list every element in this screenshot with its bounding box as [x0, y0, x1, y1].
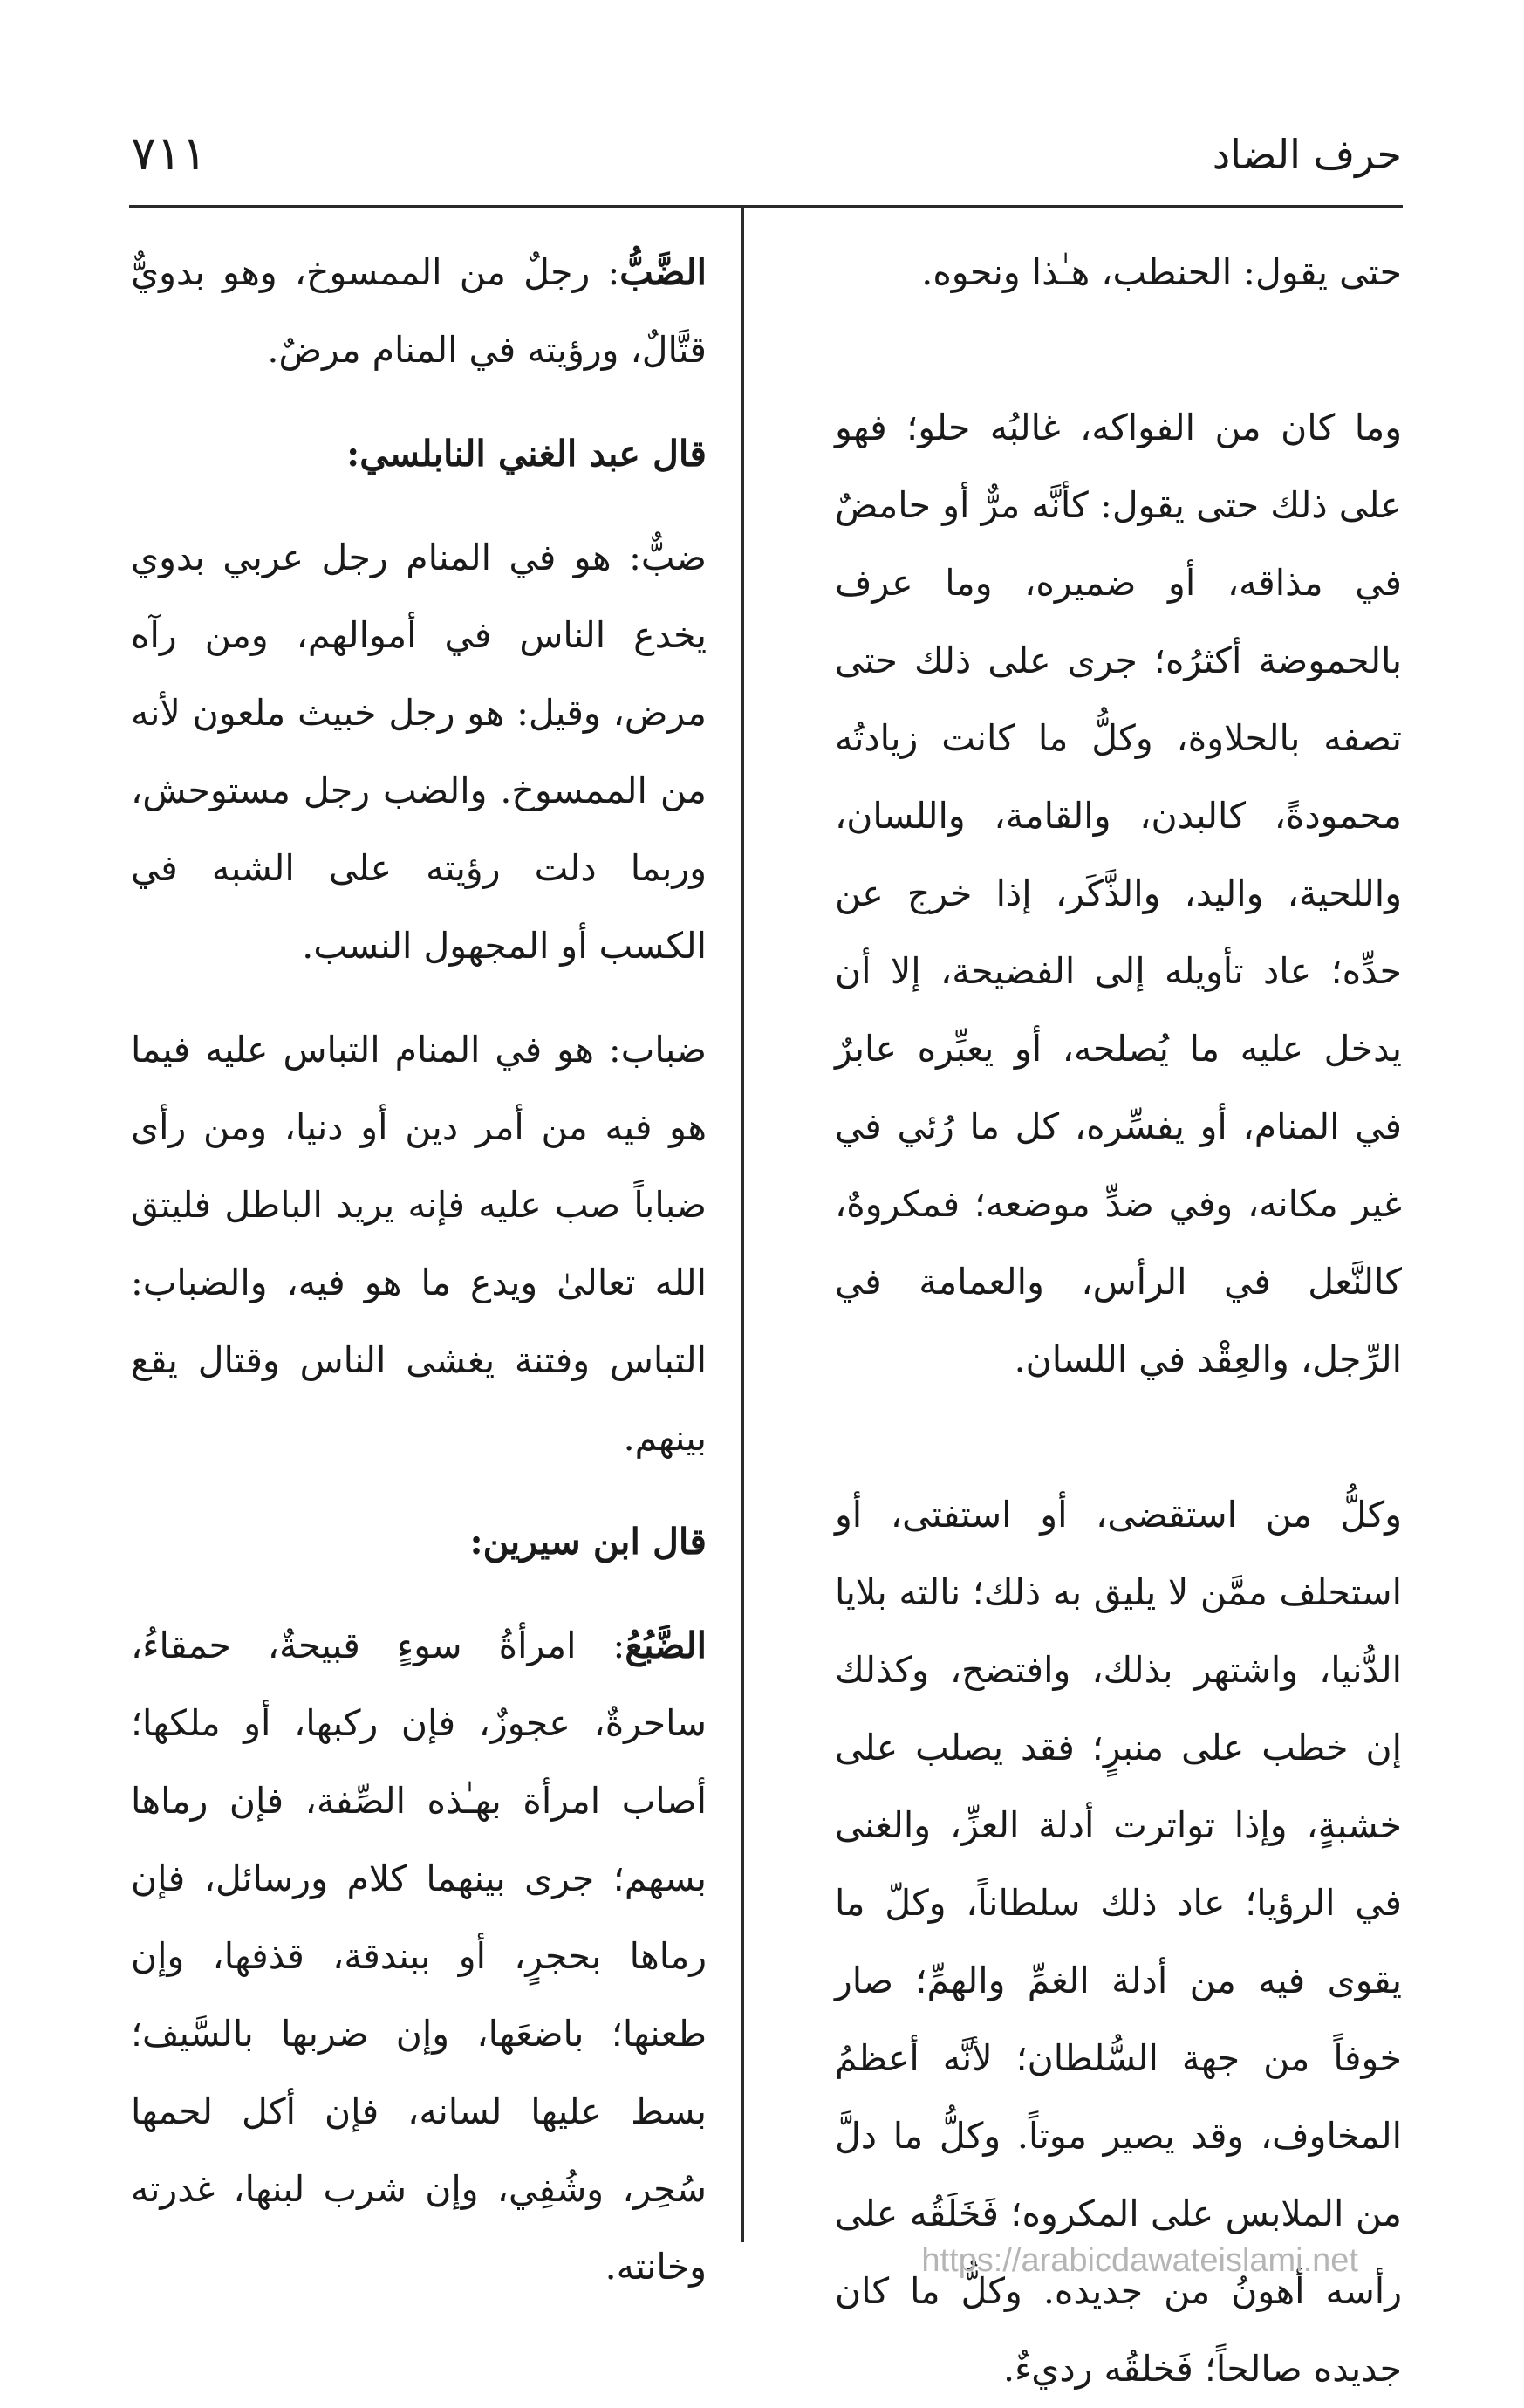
paragraph — [131, 234, 707, 389]
left-column — [131, 234, 707, 2306]
entry-term: الضَّبُعُ — [625, 1625, 707, 1666]
entry-text: : رجلٌ من الممسوخ، وهو بدويٌّ قتَّالٌ، ورؤيته في المنام مرضٌ. — [131, 251, 707, 371]
section-heading: قال ابن سيرين: — [469, 1521, 707, 1563]
chapter-title: حرف الضاد — [1212, 131, 1402, 178]
watermark-url: https://arabicdawateislami.net — [921, 2242, 1358, 2279]
paragraph: ضبٌّ: هو في المنام رجل عربي بدوي يخدع الناس في أموالهم، ومن رآه مرض، وقيل: هو رجل خبيث ملعون لأنه من الممسوخ. والضب رجل مستوحش، وربما دلت رؤيته على الشبه في الكسب أو المجهول النسب. — [131, 537, 707, 967]
paragraph — [131, 1607, 707, 2306]
section-heading: قال عبد الغني النابلسي: — [346, 433, 707, 475]
paragraph: ضباب: هو في المنام التباس عليه فيما هو فيه من أمر دين أو دنيا، ومن رأى ضباباً صب عليه فإنه يريد الباطل فليتق الله تعالىٰ ويدع ما هو فيه، والضباب: التباس وفتنة يغشى الناس وقتال يقع بينهم. — [131, 1029, 707, 1459]
column-divider — [741, 205, 744, 2242]
entry-text: : امرأةُ سوءٍ قبيحةٌ، حمقاءُ، ساحرةٌ، عجوزٌ، فإن ركبها، أو ملكها؛ أصاب امرأة بهـٰذه الصِّفة، فإن رماها بسهم؛ جرى بينهما كلام ورسائل، فإن رماها بحجرٍ، أو ببندقة، قذفها، وإن طعنها؛ باضعَها، وإن ضربها بالسَّيف؛ بسط عليها لسانه، فإن أكل لحمها سُحِر، وشُفِي، وإن شرب لبنها، غدرته وخانته. — [131, 1625, 707, 2288]
paragraph: حتى يقول: الحنطب، هـٰذا ونحوه. — [921, 251, 1402, 293]
paragraph: وما كان من الفواكه، غالبُه حلو؛ فهو على ذلك حتى يقول: كأنَّه مرٌّ أو حامضٌ في مذاقه، أو ضميره، وما عرف بالحموضة أكثرُه؛ جرى على ذلك حتى تصفه بالحلاوة، وكلُّ ما كانت زيادتُه محمودةً، كالبدن، والقامة، واللسان، واللحية، واليد، والذَّكَر، إذا خرج عن حدِّه؛ عاد تأويله إلى الفضيحة، إلا أن يدخل عليه ما يُصلحه، أو يعبِّره عابرٌ في المنام، أو يفسِّره، كل ما رُئي في غير مكانه، وفي ضدِّ موضعه؛ فمكروهٌ، كالنَّعل في الرأس، والعمامة في الرِّجل، والعِقْد في اللسان. — [835, 407, 1402, 1380]
entry-term: الضَّبُّ — [619, 251, 707, 293]
right-column — [835, 234, 1402, 2408]
paragraph: وكلُّ من استقضى، أو استفتى، أو استحلف ممَّن لا يليق به ذلك؛ نالته بلايا الدُّنيا، واشتهر بذلك، وافتضح، وكذلك إن خطب على منبرٍ؛ فقد يصلب على خشبةٍ، وإذا تواترت أدلة العزِّ، والغنى في الرؤيا؛ عاد ذلك سلطاناً، وكلّ ما يقوى فيه من أدلة الغمِّ والهمِّ؛ صار خوفاً من جهة السُّلطان؛ لأنَّه أعظمُ المخاوف، وقد يصير موتاً. وكلُّ ما دلَّ من الملابس على المكروه؛ فَخَلَقُه على رأسه أهونُ من جديده. وكلُّ ما كان جديده صالحاً؛ فَخلقُه رديءٌ. — [835, 1494, 1402, 2390]
running-header — [131, 126, 1402, 201]
header-rule — [129, 205, 1403, 208]
page-number: ٧١١ — [131, 126, 208, 181]
